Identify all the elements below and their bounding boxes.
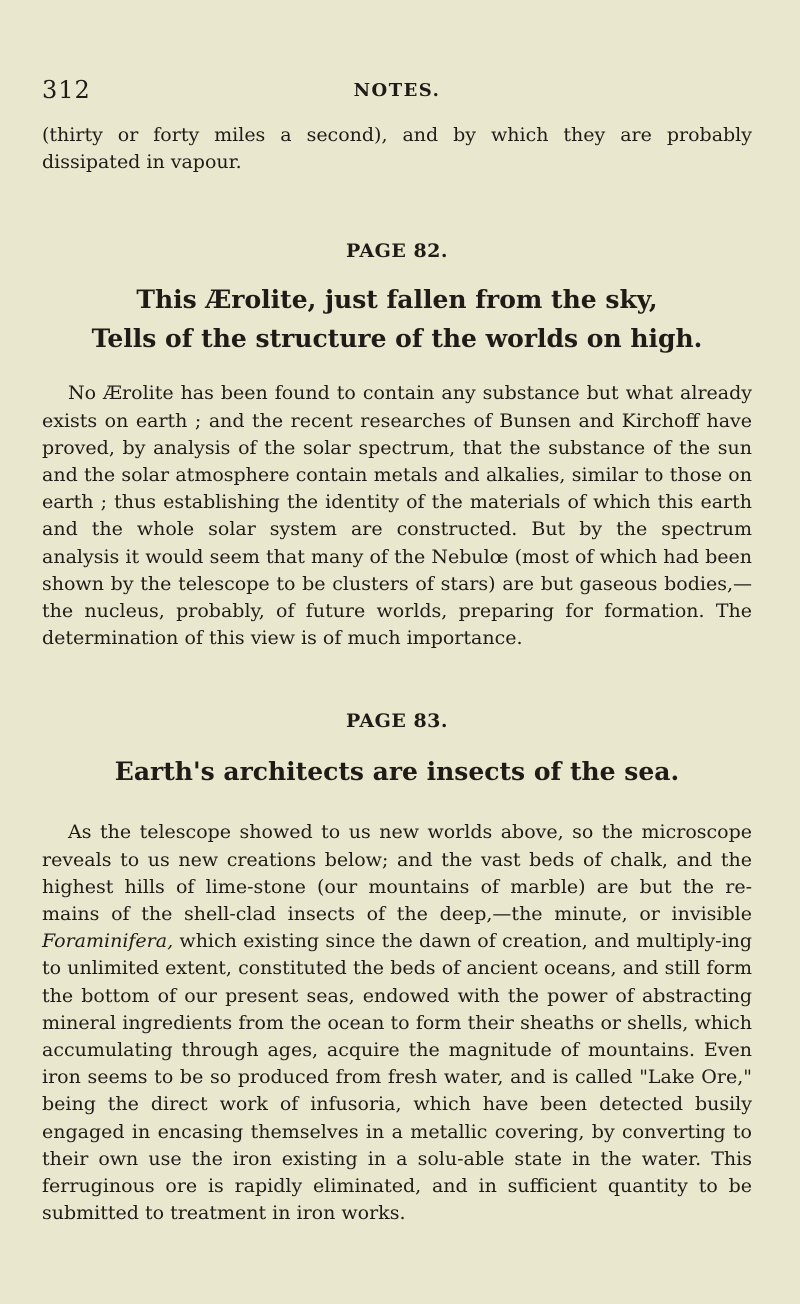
page-body <box>42 122 752 1227</box>
running-title: NOTES. <box>353 80 441 101</box>
aerolite-paragraph: No Ærolite has been found to contain any substance but what already exists on earth ; and the recent researches of Bunsen and Kirchoff have proved, by analysis of the solar spectrum, that the substance of the sun and the solar atmosphere contain metals and alkalies, similar to those on earth ; thus establishing the identity of the materials of which this earth and the whole solar system are constructed. But by the spectrum analysis it would seem that many of the Nebulœ (most of which had been shown by the telescope to be clusters of stars) are but gaseous bodies,—the nucleus, probably, of future worlds, preparing for formation. The determination of this view is of much importance. <box>42 382 752 650</box>
verse-line-earth-architects: Earth's architects are insects of the sea. <box>114 757 680 787</box>
paragraph-text-start: As the telescope showed to us new worlds above, so the microscope reveals to us new creations below; and the vast beds of chalk, and the highest hills of lime-stone (our mountains of marble) are but the re-mains of the shell-clad insects of the deep,—the minute, or invisible <box>42 821 752 926</box>
section-heading-page-83: PAGE 83. <box>345 710 449 733</box>
verse-line-2: Tells of the structure of the worlds on high. <box>91 324 703 354</box>
running-head <box>42 76 752 106</box>
foraminifera-term: Foraminifera, <box>42 930 174 953</box>
continued-paragraph: (thirty or forty miles a second), and by which they are probably dissipated in vapour. <box>42 124 752 174</box>
verse-line-1: This Ærolite, just fallen from the sky, <box>136 285 658 315</box>
paragraph-text-end: which existing since the dawn of creation, and multiply-ing to unlimited extent, constituted the beds of ancient oceans, and still form the bottom of our present seas, endowed with the power of abstracting mineral ingredients from the ocean to form their sheaths or shells, which accumulating through ages, acquire the magnitude of mountains. Even iron seems to be so produced from fresh water, and is called "Lake Ore," being the direct work of infusoria, which have been detected busily engaged in encasing themselves in a metallic covering, by converting to their own use the iron existing in a solu-able state in the water. This ferruginous ore is rapidly eliminated, and in sufficient quantity to be submitted to treatment in iron works. <box>42 930 752 1225</box>
page-number: 312 <box>42 76 91 104</box>
section-heading-page-82: PAGE 82. <box>345 240 449 263</box>
foraminifera-paragraph <box>42 819 752 1227</box>
